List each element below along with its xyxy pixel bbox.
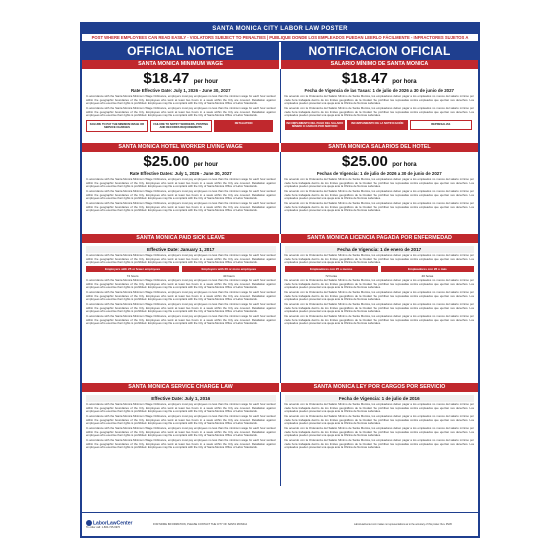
service-charge-text-es: De acuerdo con la Ordenanza del Salario Mínimo de Santa Monica, los empleadores deben pagar a los empleados no menos del salario mínimo por cada hora trabajada dentro de los límites geográficos de la Ciudad. Se prohíben las represalias contra empleados que ejerzan sus derechos. Los empleados pueden presentar una queja ante la Oficina de Normas Laborales. bbox=[284, 402, 474, 413]
notice-title-row bbox=[82, 42, 478, 60]
sick-leave-effective-es: Fecha de Vigencia: 1 de enero de 2017 bbox=[285, 246, 475, 253]
service-charge-text-es-3: De acuerdo con la Ordenanza del Salario Mínimo de Santa Monica, los empleadores deben pagar a los empleados no menos del salario mínimo por cada hora trabajada dentro de los límites geográficos de la Ciudad. Se prohíben las represalias contra empleados que ejerzan sus derechos. Los empleados pueden presentar una queja ante la Oficina de Normas Laborales. bbox=[284, 426, 474, 437]
sick-leave-es bbox=[280, 243, 479, 383]
hours-cap: 72 hours bbox=[126, 274, 139, 278]
hotel-wage-text-es-2: De acuerdo con la Ordenanza del Salario Mínimo de Santa Monica, los empleadores deben pagar a los empleados no menos del salario mínimo por cada hora trabajada dentro de los límites geográficos de la Ciudad. Se prohíben las represalias contra empleados que ejerzan sus derechos. Los empleados pueden presentar una queja ante la Oficina de Normas Laborales. bbox=[284, 189, 474, 200]
hotel-wage-text-es: De acuerdo con la Ordenanza del Salario Mínimo de Santa Monica, los empleadores deben pagar a los empleados no menos del salario mínimo por cada hora trabajada dentro de los límites geográficos de la Ciudad. Se prohíben las represalias contra empleados que ejerzan sus derechos. Los empleados pueden presentar una queja ante la Oficina de Normas Laborales. bbox=[284, 177, 474, 188]
hotel-wage-heading-en: SANTA MONICA HOTEL WORKER LIVING WAGE bbox=[118, 144, 243, 150]
footer-contact: FOR MORE INFORMATION, PLEASE CONTACT THE CITY OF SANTA MONICA bbox=[153, 522, 248, 526]
service-charge-heading-es: SANTA MONICA LEY POR CARGOS POR SERVICIO bbox=[279, 383, 478, 392]
employer-size-pill: Employers with 26 or more employees bbox=[182, 266, 275, 272]
min-wage-heading-en: SANTA MONICA MINIMUM WAGE bbox=[138, 61, 223, 67]
poster-footer bbox=[82, 512, 478, 536]
service-charge-effective-es: Fecha de Vigencia: 1 de julio de 2016 bbox=[285, 395, 475, 402]
hotel-wage-amount-en: $25.00 per hour bbox=[143, 153, 219, 170]
sick-leave-text-es-4: De acuerdo con la Ordenanza del Salario Mínimo de Santa Monica, los empleadores deben pagar a los empleados no menos del salario mínimo por cada hora trabajada dentro de los límites geográficos de la Ciudad. Se prohíben las represalias contra empleados que ejerzan sus derechos. Los empleados pueden presentar una queja ante la Oficina de Normas Laborales. bbox=[284, 302, 474, 313]
logo-icon bbox=[86, 520, 92, 526]
employer-size-pill: Empleadores con 25 o menos bbox=[285, 266, 378, 272]
service-charge-text-en-2: In accordance with the Santa Monica Minimum Wage Ordinance, employers must pay employees no less than the minimum wage for each hour worked within the geographic boundaries of the City. Employees who work at least two hours in a week within the City are covered. Retaliation against employees who exercise their rights is prohibited. Employees may file a complaint with the City of Santa Monica Office of Labor Standards. bbox=[86, 414, 276, 425]
footer-logo: LaborLawCenter To order call: 1-800-745-9970 bbox=[86, 520, 150, 529]
min-wage-penalty-table-es bbox=[285, 120, 475, 130]
poster-title: SANTA MONICA CITY LABOR LAW POSTER bbox=[82, 24, 478, 34]
hotel-wage-en bbox=[82, 152, 280, 234]
hours-cap: 72 horas bbox=[325, 274, 337, 278]
hotel-wage-section bbox=[82, 152, 478, 234]
service-charge-text-en: In accordance with the Santa Monica Minimum Wage Ordinance, employers must pay employees no less than the minimum wage for each hour worked within the geographic boundaries of the City. Employees who work at least two hours in a week within the City are covered. Retaliation against employees who exercise their rights is prohibited. Employees may file a complaint with the City of Santa Monica Office of Labor Standards. bbox=[86, 402, 276, 413]
hotel-wage-text-en-3: In accordance with the Santa Monica Minimum Wage Ordinance, employers must pay employees no less than the minimum wage for each hour worked within the geographic boundaries of the City. Employees who work at least two hours in a week within the City are covered. Retaliation against employees who exercise their rights is prohibited. Employees may file a complaint with the City of Santa Monica Office of Labor Standards. bbox=[86, 201, 276, 212]
min-wage-heading-es: SALARIO MÍNIMO DE SANTA MONICA bbox=[279, 60, 478, 69]
hotel-wage-es bbox=[280, 152, 479, 234]
sick-leave-pills-en bbox=[86, 266, 276, 272]
hotel-wage-text-es-3: De acuerdo con la Ordenanza del Salario Mínimo de Santa Monica, los empleadores deben pagar a los empleados no menos del salario mínimo por cada hora trabajada dentro de los límites geográficos de la Ciudad. Se prohíben las represalias contra empleados que ejerzan sus derechos. Los empleados pueden presentar una queja ante la Oficina de Normas Laborales. bbox=[284, 201, 474, 212]
min-wage-effective-en: Rate Effective Date: July 1, 2026 - June 30, 2027 bbox=[130, 88, 231, 93]
hotel-wage-text-en-2: In accordance with the Santa Monica Minimum Wage Ordinance, employers must pay employees no less than the minimum wage for each hour worked within the geographic boundaries of the City. Employees who work at least two hours in a week within the City are covered. Retaliation against employees who exercise their rights is prohibited. Employees may file a complaint with the City of Santa Monica Office of Labor Standards. bbox=[86, 189, 276, 200]
sick-leave-text-es-5: De acuerdo con la Ordenanza del Salario Mínimo de Santa Monica, los empleadores deben pagar a los empleados no menos del salario mínimo por cada hora trabajada dentro de los límites geográficos de la Ciudad. Se prohíben las represalias contra empleados que ejerzan sus derechos. Los empleados pueden presentar una queja ante la Oficina de Normas Laborales. bbox=[284, 314, 474, 325]
penalty-cell: INCUMPLIMIENTO DE LA NOTIFICACIÓN bbox=[347, 120, 408, 130]
sick-leave-effective-en: Effective Date: January 1, 2017 bbox=[86, 246, 276, 253]
hours-cap: 40 horas bbox=[421, 274, 434, 278]
sick-leave-text-en-5: In accordance with the Santa Monica Minimum Wage Ordinance, employers must pay employees no less than the minimum wage for each hour worked within the geographic boundaries of the City. Employees who work at least two hours in a week within the City are covered. Retaliation against employees who exercise their rights is prohibited. Employees may file a complaint with the City of Santa Monica Office of Labor Standards. bbox=[86, 314, 276, 325]
hotel-wage-effective-es: Fechas de Vigencia: 1 de julio de 2026 a 30 de junio de 2027 bbox=[316, 171, 442, 176]
service-charge-text-en-3: In accordance with the Santa Monica Minimum Wage Ordinance, employers must pay employees no less than the minimum wage for each hour worked within the geographic boundaries of the City. Employees who work at least two hours in a week within the City are covered. Retaliation against employees who exercise their rights is prohibited. Employees may file a complaint with the City of Santa Monica Office of Labor Standards. bbox=[86, 426, 276, 437]
min-wage-penalty-table-en bbox=[86, 120, 276, 132]
min-wage-text-en-2: In accordance with the Santa Monica Minimum Wage Ordinance, employers must pay employees no less than the minimum wage for each hour worked within the geographic boundaries of the City. Employees who work at least two hours in a week within the City are covered. Retaliation against employees who exercise their rights is prohibited. Employees may file a complaint with the City of Santa Monica Office of Labor Standards. bbox=[86, 106, 276, 117]
sick-leave-text-es-2: De acuerdo con la Ordenanza del Salario Mínimo de Santa Monica, los empleadores deben pagar a los empleados no menos del salario mínimo por cada hora trabajada dentro de los límites geográficos de la Ciudad. Se prohíben las represalias contra empleados que ejerzan sus derechos. Los empleados pueden presentar una queja ante la Oficina de Normas Laborales. bbox=[284, 278, 474, 289]
service-charge-effective-en: Effective Date: July 1, 2016 bbox=[86, 395, 276, 402]
sick-leave-en bbox=[82, 243, 280, 383]
min-wage-section bbox=[82, 69, 478, 143]
service-charge-heading bbox=[82, 383, 478, 392]
notificacion-oficial-title: NOTIFICACION OFICIAL bbox=[279, 42, 478, 60]
poster-subtitle: POST WHERE EMPLOYEES CAN READ EASILY - VIOLATORS SUBJECT TO PENALTIES | PUBLIQUE DONDE LOS EMPLEADOS PUEDAN LEERLO FÁCILMENTE - INFRACTORES SUJETOS A bbox=[82, 34, 478, 42]
sick-leave-heading bbox=[82, 234, 478, 243]
hotel-wage-text-en: In accordance with the Santa Monica Minimum Wage Ordinance, employers must pay employees no less than the minimum wage for each hour worked within the geographic boundaries of the City. Employees who work at least two hours in a week within the City are covered. Retaliation against employees who exercise their rights is prohibited. Employees may file a complaint with the City of Santa Monica Office of Labor Standards. bbox=[86, 177, 276, 188]
sick-leave-text-es-3: De acuerdo con la Ordenanza del Salario Mínimo de Santa Monica, los empleadores deben pagar a los empleados no menos del salario mínimo por cada hora trabajada dentro de los límites geográficos de la Ciudad. Se prohíben las represalias contra empleados que ejerzan sus derechos. Los empleados pueden presentar una queja ante la Oficina de Normas Laborales. bbox=[284, 290, 474, 301]
penalty-cell: FAILURE TO PAY THE MINIMUM WAGE OR SERVICE CHARGES bbox=[86, 120, 148, 132]
sick-leave-pills-es bbox=[285, 266, 475, 272]
hours-cap: 40 hours bbox=[223, 274, 235, 278]
sick-leave-section bbox=[82, 243, 478, 383]
min-wage-effective-es: Fecha de Vigencia de las Tasas: 1 de julio de 2026 a 30 de junio de 2027 bbox=[304, 88, 454, 93]
sick-leave-text-en: In accordance with the Santa Monica Minimum Wage Ordinance, employers must pay employees no less than the minimum wage for each hour worked within the geographic boundaries of the City. Employees who work at least two hours in a week within the City are covered. Retaliation against employees who exercise their rights is prohibited. Employees may file a complaint with the City of Santa Monica Office of Labor Standards. bbox=[86, 253, 276, 264]
footer-order: To order call: 1-800-745-9970 bbox=[86, 526, 121, 530]
hotel-wage-amount-es: $25.00 por hora bbox=[341, 153, 417, 170]
service-charge-text-es-4: De acuerdo con la Ordenanza del Salario Mínimo de Santa Monica, los empleadores deben pagar a los empleados no menos del salario mínimo por cada hora trabajada dentro de los límites geográficos de la Ciudad. Se prohíben las represalias contra empleados que ejerzan sus derechos. Los empleados pueden presentar una queja ante la Oficina de Normas Laborales. bbox=[284, 438, 474, 449]
penalty-cell: REPRESALIAS bbox=[410, 120, 473, 130]
footer-disclaimer: LaborLawCenter.com makes no representations as to the accuracy of this poster. Rev. 05/26 bbox=[354, 523, 452, 526]
service-charge-section bbox=[82, 392, 478, 486]
sick-leave-text-en-3: In accordance with the Santa Monica Minimum Wage Ordinance, employers must pay employees no less than the minimum wage for each hour worked within the geographic boundaries of the City. Employees who work at least two hours in a week within the City are covered. Retaliation against employees who exercise their rights is prohibited. Employees may file a complaint with the City of Santa Monica Office of Labor Standards. bbox=[86, 290, 276, 301]
hotel-wage-effective-en: Rate Effective Dates: July 1, 2026 - June 30, 2027 bbox=[129, 171, 232, 176]
sick-leave-text-es: De acuerdo con la Ordenanza del Salario Mínimo de Santa Monica, los empleadores deben pagar a los empleados no menos del salario mínimo por cada hora trabajada dentro de los límites geográficos de la Ciudad. Se prohíben las represalias contra empleados que ejerzan sus derechos. Los empleados pueden presentar una queja ante la Oficina de Normas Laborales. bbox=[284, 253, 474, 264]
min-wage-text-en: In accordance with the Santa Monica Minimum Wage Ordinance, employers must pay employees no less than the minimum wage for each hour worked within the geographic boundaries of the City. Employees who work at least two hours in a week within the City are covered. Retaliation against employees who exercise their rights is prohibited. Employees may file a complaint with the City of Santa Monica Office of Labor Standards. bbox=[86, 94, 276, 105]
sick-leave-text-en-2: In accordance with the Santa Monica Minimum Wage Ordinance, employers must pay employees no less than the minimum wage for each hour worked within the geographic boundaries of the City. Employees who work at least two hours in a week within the City are covered. Retaliation against employees who exercise their rights is prohibited. Employees may file a complaint with the City of Santa Monica Office of Labor Standards. bbox=[86, 278, 276, 289]
service-charge-heading-en: SANTA MONICA SERVICE CHARGE LAW bbox=[128, 384, 233, 390]
service-charge-text-es-2: De acuerdo con la Ordenanza del Salario Mínimo de Santa Monica, los empleadores deben pagar a los empleados no menos del salario mínimo por cada hora trabajada dentro de los límites geográficos de la Ciudad. Se prohíben las represalias contra empleados que ejerzan sus derechos. Los empleados pueden presentar una queja ante la Oficina de Normas Laborales. bbox=[284, 414, 474, 425]
min-wage-en bbox=[82, 69, 280, 143]
min-wage-amount-es: $18.47 por hora bbox=[341, 70, 417, 87]
penalty-cell: RETALIATION bbox=[214, 120, 274, 132]
service-charge-text-en-4: In accordance with the Santa Monica Minimum Wage Ordinance, employers must pay employees no less than the minimum wage for each hour worked within the geographic boundaries of the City. Employees who work at least two hours in a week within the City are covered. Retaliation against employees who exercise their rights is prohibited. Employees may file a complaint with the City of Santa Monica Office of Labor Standards. bbox=[86, 438, 276, 449]
sick-leave-text-en-4: In accordance with the Santa Monica Minimum Wage Ordinance, employers must pay employees no less than the minimum wage for each hour worked within the geographic boundaries of the City. Employees who work at least two hours in a week within the City are covered. Retaliation against employees who exercise their rights is prohibited. Employees may file a complaint with the City of Santa Monica Office of Labor Standards. bbox=[86, 302, 276, 313]
hotel-wage-heading-es: SANTA MONICA SALARIOS DEL HOTEL bbox=[279, 143, 478, 152]
min-wage-text-es: De acuerdo con la Ordenanza del Salario Mínimo de Santa Monica, los empleadores deben pagar a los empleados no menos del salario mínimo por cada hora trabajada dentro de los límites geográficos de la Ciudad. Se prohíben las represalias contra empleados que ejerzan sus derechos. Los empleados pueden presentar una queja ante la Oficina de Normas Laborales. bbox=[284, 94, 474, 105]
hotel-wage-heading bbox=[82, 143, 478, 152]
penalty-cell: INCUMPLIMIENTO DEL PAGO DEL SALARIO MÍNIMO O CARGOS POR SERVICIO bbox=[285, 120, 346, 130]
employer-size-pill: Employers with 25 or fewer employees bbox=[86, 266, 179, 272]
min-wage-es bbox=[280, 69, 479, 143]
penalty-cell: FAILURE TO NOTIFY WORKERS, POSTING AND RECORDS REQUIREMENTS bbox=[150, 120, 212, 132]
min-wage-heading bbox=[82, 60, 478, 69]
labor-law-poster bbox=[80, 22, 480, 538]
service-charge-en bbox=[82, 392, 280, 486]
min-wage-amount-en: $18.47 per hour bbox=[143, 70, 219, 87]
sick-leave-heading-en: SANTA MONICA PAID SICK LEAVE bbox=[136, 235, 225, 241]
service-charge-es bbox=[280, 392, 479, 486]
official-notice-title: OFFICIAL NOTICE bbox=[82, 42, 279, 60]
employer-size-pill: Empleadores con 26 o más bbox=[381, 266, 474, 272]
min-wage-text-es-2: De acuerdo con la Ordenanza del Salario Mínimo de Santa Monica, los empleadores deben pagar a los empleados no menos del salario mínimo por cada hora trabajada dentro de los límites geográficos de la Ciudad. Se prohíben las represalias contra empleados que ejerzan sus derechos. Los empleados pueden presentar una queja ante la Oficina de Normas Laborales. bbox=[284, 106, 474, 117]
sick-leave-heading-es: SANTA MONICA LICENCIA PAGADA POR ENFERMEDAD bbox=[279, 234, 478, 243]
